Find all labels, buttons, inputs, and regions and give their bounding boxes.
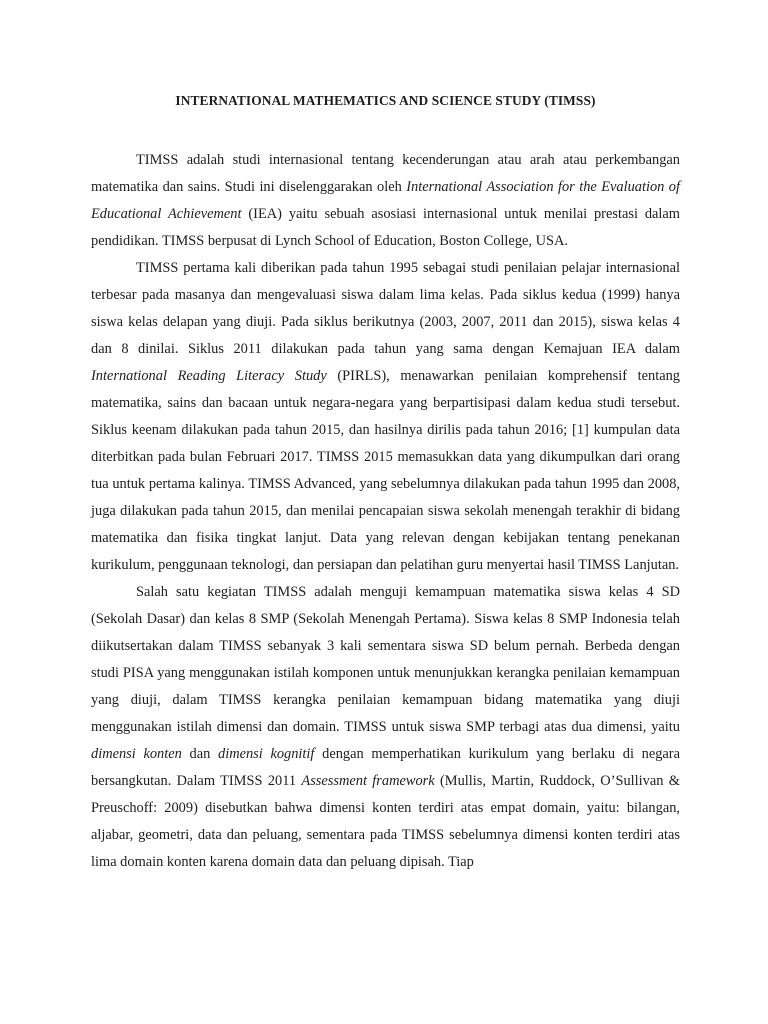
text-run: dengan memperhatikan kurikulum yang berlaku di negara bersangkutan. Dalam TIMSS 2011 — [91, 746, 680, 789]
text-run: (IEA) yaitu sebuah asosiasi internasional untuk menilai prestasi dalam pendidikan. TIMSS berpusat di Lynch School of Education, Boston College, USA. — [91, 206, 680, 249]
text-run-italic: International Association for the Evaluation of Educational Achievement — [91, 179, 680, 222]
text-run-italic: International Reading Literacy Study — [91, 368, 327, 384]
paragraph-timss-intro — [91, 147, 680, 255]
text-run: TIMSS adalah studi internasional tentang kecenderungan atau arah atau perkembangan matematika dan sains. Studi ini diselenggarakan oleh — [91, 152, 680, 195]
paragraph-timss-dimensions — [91, 579, 680, 876]
text-run-italic: dimensi kognitif — [218, 746, 315, 762]
text-run: TIMSS pertama kali diberikan pada tahun 1995 sebagai studi penilaian pelajar internasional terbesar pada masanya dan mengevaluasi siswa dalam lima kelas. Pada siklus kedua (1999) hanya siswa kelas delapan yang diuji. Pada siklus berikutnya (2003, 2007, 2011 dan 2015), siswa kelas 4 dan 8 dinilai. Siklus 2011 dilakukan pada tahun yang sama dengan Kemajuan IEA dalam — [91, 260, 680, 357]
text-run-italic: Assessment framework — [301, 773, 435, 789]
text-run: (Mullis, Martin, Ruddock, O’Sullivan & Preuschoff: 2009) disebutkan bahwa dimensi konten terdiri atas empat domain, yaitu: bilangan, aljabar, geometri, data dan peluang, sementara pada TIMSS sebelumnya dimensi konten terdiri atas lima domain konten karena domain data dan peluang dipisah. Tiap — [91, 773, 680, 870]
paragraph-timss-history — [91, 255, 680, 579]
document-title: INTERNATIONAL MATHEMATICS AND SCIENCE STUDY (TIMSS) — [175, 93, 596, 108]
text-run-italic: dimensi konten — [91, 746, 182, 762]
text-run: (PIRLS), menawarkan penilaian komprehensif tentang matematika, sains dan bacaan untuk negara-negara yang berpartisipasi dalam kedua studi tersebut. Siklus keenam dilakukan pada tahun 2015, dan hasilnya dirilis pada tahun 2016; [1] kumpulan data diterbitkan pada bulan Februari 2017. TIMSS 2015 memasukkan data yang dikumpulkan dari orang tua untuk pertama kalinya. TIMSS Advanced, yang sebelumnya dilakukan pada tahun 1995 dan 2008, juga dilakukan pada tahun 2015, dan menilai pencapaian siswa sekolah menengah terakhir di bidang matematika dan fisika tingkat lanjut. Data yang relevan dengan kebijakan tentang penekanan kurikulum, penggunaan teknologi, dan persiapan dan pelatihan guru menyertai hasil TIMSS Lanjutan. — [91, 368, 680, 573]
text-run: dan — [181, 746, 218, 762]
text-run: Salah satu kegiatan TIMSS adalah menguji kemampuan matematika siswa kelas 4 SD (Sekolah Dasar) dan kelas 8 SMP (Sekolah Menengah Pertama). Siswa kelas 8 SMP Indonesia telah diikutsertakan dalam TIMSS sebanyak 3 kali sementara siswa SD belum pernah. Berbeda dengan studi PISA yang menggunakan istilah komponen untuk menunjukkan kerangka penilaian kemampuan yang diuji, dalam TIMSS kerangka penilaian kemampuan bidang matematika yang diuji menggunakan istilah dimensi dan domain. TIMSS untuk siswa SMP terbagi atas dua dimensi, yaitu — [91, 584, 680, 735]
